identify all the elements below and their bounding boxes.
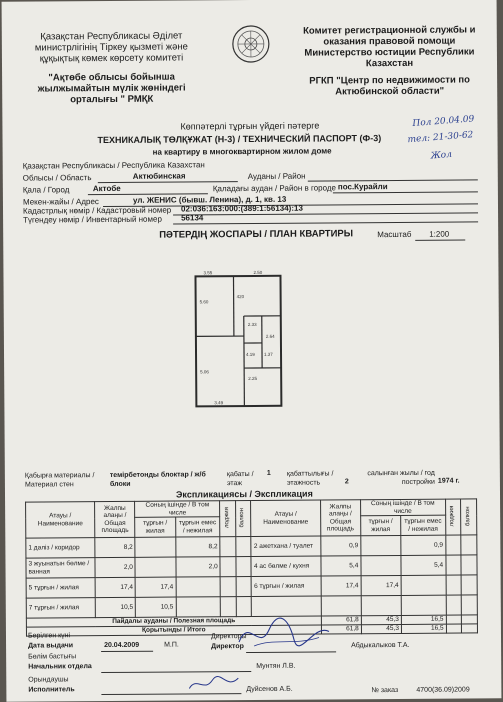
dept-label-ru: Начальник отдела (28, 663, 92, 670)
row-nonliving: 8,2 (175, 537, 220, 557)
city-raion-value: пос.Курайли (338, 182, 388, 191)
inventory-label: Түгендеу нөмір / Инвентарный номер (23, 215, 162, 225)
row-living: 10,5 (136, 597, 176, 617)
col-header-name: Атауы / Наименование (26, 502, 95, 538)
plan-dimension: 4.19 (246, 352, 255, 357)
col-header-nonliving: тұрғын емес / нежилая (401, 515, 446, 535)
city-value: Актобе (93, 184, 121, 193)
floors-label: қабаттылығы / этажность (287, 469, 342, 487)
order-value: 4700(36.09)2009 (416, 686, 469, 693)
total-living: 45,3 (361, 624, 401, 633)
useful-area-label: Пайдалы ауданы / Полезная площадь (26, 616, 321, 627)
header-left (24, 30, 200, 105)
col-header-incl: Соның ішінде / В том числе (135, 501, 220, 518)
director-label: Директоры (211, 633, 247, 640)
plan-dimension: 2.64 (266, 334, 275, 339)
material-value: темірбетонды блоктар / ж/б блоки (110, 470, 220, 489)
address-label: Мекен-жайы / Адрес (23, 197, 99, 207)
total-nonliving: 16,5 (401, 624, 446, 633)
col-header-nonliving: тұрғын емес / нежилая (175, 517, 220, 537)
issued-value: 20.04.2009 (104, 642, 139, 649)
row-living (135, 537, 175, 557)
raion-underline (308, 179, 478, 181)
header-right-org-line: Актюбинской области" (297, 85, 482, 97)
useful-living: 45,3 (361, 615, 401, 624)
header-left-line: министрлігінің Тіркеу қызметі және (24, 41, 199, 53)
col-header-incl: Соның ішінде / В том числе (360, 499, 445, 516)
city-raion-label: Қаладағы аудан / Район в городе (213, 183, 336, 193)
scale-label: Масштаб (377, 230, 411, 239)
page-title: ТЕХНИКАЛЫҚ ТӨЛҚҰЖАТ (Н-3) / ТЕХНИЧЕСКИЙ ПАСПОРТ (Ф-3) (97, 133, 381, 145)
plan-dimension: 420 (237, 294, 245, 299)
header-right (297, 24, 482, 97)
director-signature (234, 611, 334, 656)
header-right-line: Министерство юстиции Республики (297, 46, 482, 58)
plan-dimension: 1.37 (264, 352, 273, 357)
republic-label: Қазақстан Республикасы / Республика Казахстан (23, 160, 205, 170)
director-label-ru: Директор (211, 643, 244, 650)
year-value: 1974 г. (438, 478, 460, 485)
exec-signature (186, 672, 241, 696)
row-total: 2,0 (95, 557, 135, 577)
plan-dimension: 3.55 (203, 270, 212, 275)
row-living: 17,4 (361, 575, 401, 595)
order-label: № заказ (371, 687, 398, 694)
row-nonliving: 5,4 (401, 555, 446, 575)
director-name: Абдыкалыков Т.А. (351, 642, 410, 649)
row-name: 6 тұрғын / жилая (252, 576, 321, 596)
floor-plan (183, 268, 294, 419)
row-name: 1 дәліз / коридор (26, 538, 95, 558)
header-left-org-line: жылжымайтын мүлік жөніндегі (24, 82, 199, 94)
stamp-mark: М.П. (164, 642, 179, 649)
row-name: 3 жуынатын бөлме / ванная (26, 558, 95, 578)
scale-underline (415, 240, 465, 241)
row-total: 8,2 (95, 537, 135, 557)
issued-underline (101, 651, 153, 652)
inventory-underline (173, 221, 478, 224)
header-right-line: Комитет регистрационной службы и (297, 24, 482, 36)
row-nonliving (176, 597, 221, 617)
header-right-line: Казахстан (297, 57, 482, 69)
row-nonliving (401, 595, 446, 615)
issued-label: Берілген күні (28, 632, 70, 639)
row-name: 2 ажетхана / туалет (251, 536, 320, 556)
floor-label: қабаты / этаж (227, 470, 265, 488)
row-living: 17,4 (135, 577, 175, 597)
col-header-balkon: балкон (465, 506, 473, 526)
row-living (135, 557, 175, 577)
inventory-value: 56134 (181, 213, 203, 222)
floors-value: 2 (345, 478, 349, 485)
floor-value: 1 (267, 470, 271, 477)
exec-name: Дуйсенов А.Б. (246, 686, 292, 693)
cadastral-value: 02:036:163:000:(389:1:56134):13 (181, 204, 303, 214)
row-total: 17,4 (95, 577, 135, 597)
col-header-lodzh: лоджия (449, 505, 457, 526)
raion-label: Ауданы / Район (248, 172, 306, 181)
row-name: 5 тұрғын / жилая (26, 578, 95, 598)
header-right-org-line: РГКП "Центр по недвижимости по (297, 74, 482, 86)
row-nonliving: 2,0 (175, 557, 220, 577)
row-total: 10,5 (95, 597, 135, 617)
total-total: 61,8 (321, 625, 361, 634)
exec-label: Орындаушы (28, 676, 68, 683)
col-header-balkon: балкон (239, 508, 247, 528)
title-under: на квартиру в многоквартирном жилом доме (153, 146, 332, 156)
issued-label-ru: Дата выдачи (28, 642, 73, 649)
header-left-line: құқықтық көмек көрсету комитеті (24, 52, 199, 64)
row-name: 7 тұрғын / жилая (26, 598, 95, 618)
row-total: 5,4 (321, 556, 361, 576)
dept-name: Мунтян Л.В. (256, 663, 295, 670)
col-header-living: тұрғын / жилая (135, 517, 175, 537)
col-header-lodzh: лоджия (224, 507, 232, 528)
row-nonliving: 0,9 (401, 535, 446, 555)
row-total: 17,4 (321, 576, 361, 596)
row-living (361, 595, 401, 615)
document-page (2, 0, 502, 702)
header-left-org-line: орталығы " РМҚК (24, 93, 199, 105)
header-left-line: Қазақстан Республикасы Әділет (24, 30, 199, 42)
material-label: Қабырға материалы / Материал стен (25, 471, 105, 490)
row-living (361, 535, 401, 555)
col-header-living: тұрғын / жилая (360, 515, 400, 535)
oblast-underline (98, 181, 238, 183)
address-value: ул. ЖЕНИС (бывш. Ленина), д. 1, кв. 13 (133, 195, 286, 205)
year-label: салынған жылы / год постройки (367, 469, 435, 487)
plan-dimension: 5.06 (200, 369, 209, 374)
col-header-name: Атауы / Наименование (251, 500, 320, 536)
header-right-line: оказания правовой помощи (297, 35, 482, 47)
useful-total: 61,8 (321, 616, 361, 625)
plan-dimension: 2.33 (248, 322, 257, 327)
city-label: Қала / Город (23, 185, 70, 194)
scale-value: 1:200 (429, 230, 449, 239)
title-sub: Көппәтерлі тұрғын үйдегі пәтерге (180, 121, 319, 132)
table-title: Экспликациясы / Экспликация (176, 489, 313, 500)
plan-dimension: 3.49 (214, 400, 223, 405)
header-left-org-line: "Ақтөбе облысы бойынша (24, 71, 199, 83)
row-total: 0,9 (320, 536, 360, 556)
col-header-total: Жалпы алаңы / Общая площадь (95, 501, 135, 537)
plan-title: ПӘТЕРДІҢ ЖОСПАРЫ / ПЛАН КВАРТИРЫ (159, 228, 353, 240)
handwritten-note: Пол 20.04.09 (412, 114, 475, 129)
row-name: 4 ас бөлме / кухня (251, 556, 320, 576)
city-raion-underline (333, 191, 478, 193)
row-living (361, 555, 401, 575)
row-nonliving (176, 577, 221, 597)
handwritten-note: Жол (430, 150, 452, 162)
useful-nonliving: 16,5 (401, 615, 446, 624)
col-header-total: Жалпы алаңы / Общая площадь (320, 500, 360, 536)
plan-dimension: 2.25 (248, 376, 257, 381)
total-label: Қорытынды / Итого (26, 625, 321, 636)
state-emblem-icon (231, 24, 271, 64)
cadastral-label: Кадастрлық нөмір / Кадастровый номер (23, 206, 171, 216)
row-nonliving (401, 575, 446, 595)
oblast-label: Облысы / Область (23, 173, 92, 182)
dept-label: Бөлім бастығы (28, 653, 76, 660)
oblast-value: Актюбинская (133, 171, 186, 180)
exec-label-ru: Исполнитель (28, 686, 74, 693)
plan-dimension: 5.60 (200, 299, 209, 304)
handwritten-note: тел: 21-30-62 (407, 130, 474, 145)
plan-dimension: 2.50 (253, 270, 262, 275)
